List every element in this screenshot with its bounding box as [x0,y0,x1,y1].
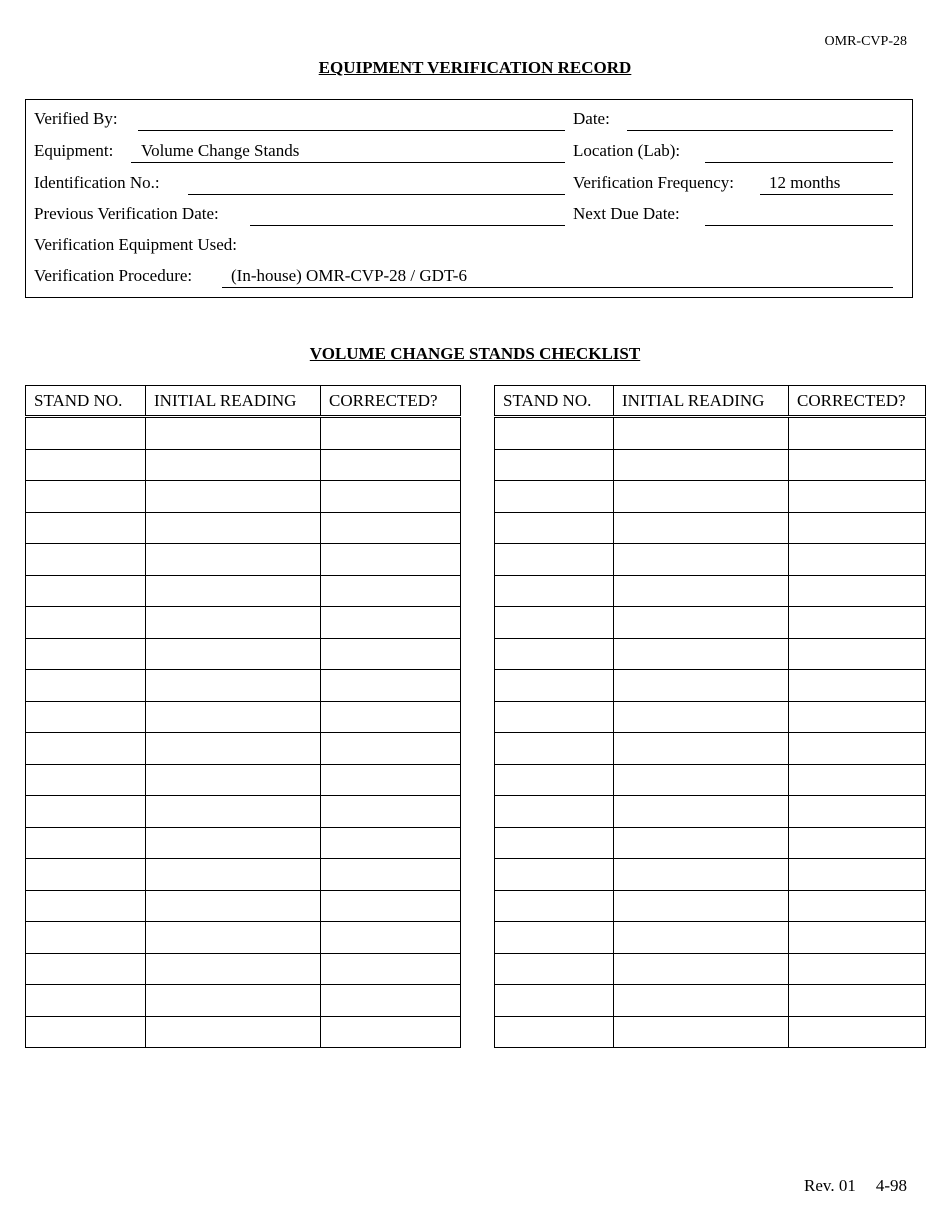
corrected-cell[interactable] [789,512,926,544]
corrected-cell[interactable] [321,607,461,639]
initial-reading-cell[interactable] [146,575,321,607]
corrected-cell[interactable] [321,670,461,702]
corrected-cell[interactable] [789,1016,926,1048]
table-row [26,449,461,481]
verification-frequency-field[interactable] [760,193,893,195]
table-row [26,985,461,1017]
initial-reading-cell[interactable] [614,953,789,985]
table-row [495,764,926,796]
stand-no-cell[interactable] [495,1016,614,1048]
stand-no-cell[interactable] [26,1016,146,1048]
initial-reading-cell[interactable] [614,922,789,954]
table-row [26,544,461,576]
stand-no-cell[interactable] [495,449,614,481]
initial-reading-cell[interactable] [614,733,789,765]
corrected-cell[interactable] [789,827,926,859]
corrected-cell[interactable] [789,607,926,639]
stand-no-cell[interactable] [26,701,146,733]
initial-reading-cell[interactable] [614,890,789,922]
column-header-initial-reading: INITIAL READING [146,386,321,417]
stand-no-cell[interactable] [495,512,614,544]
stand-no-cell[interactable] [495,575,614,607]
table-row [495,859,926,891]
table-row [495,953,926,985]
stand-no-cell[interactable] [26,544,146,576]
record-info-box [25,99,913,298]
initial-reading-cell[interactable] [614,796,789,828]
corrected-cell[interactable] [789,859,926,891]
stand-no-cell[interactable] [26,607,146,639]
corrected-cell[interactable] [789,953,926,985]
date-label: Date: [573,109,610,128]
column-header-corrected: CORRECTED? [321,386,461,417]
stand-no-cell[interactable] [495,544,614,576]
identification-no-field[interactable] [188,193,565,195]
stand-no-cell[interactable] [26,764,146,796]
stand-no-cell[interactable] [26,985,146,1017]
corrected-cell[interactable] [789,670,926,702]
equipment-value: Volume Change Stands [141,141,300,160]
revision-label: Rev. 01 [804,1176,856,1195]
stand-no-cell[interactable] [495,481,614,513]
stand-no-cell[interactable] [495,701,614,733]
corrected-cell[interactable] [321,449,461,481]
initial-reading-cell[interactable] [614,859,789,891]
corrected-cell[interactable] [321,701,461,733]
initial-reading-cell[interactable] [146,764,321,796]
corrected-cell[interactable] [789,638,926,670]
initial-reading-cell[interactable] [146,638,321,670]
corrected-cell[interactable] [789,985,926,1017]
initial-reading-cell[interactable] [146,733,321,765]
table-row [26,796,461,828]
corrected-cell[interactable] [321,575,461,607]
stand-no-cell[interactable] [26,449,146,481]
table-row [26,859,461,891]
initial-reading-cell[interactable] [614,544,789,576]
initial-reading-cell[interactable] [146,859,321,891]
initial-reading-cell[interactable] [614,575,789,607]
corrected-cell[interactable] [789,733,926,765]
table-row [26,701,461,733]
corrected-cell[interactable] [321,481,461,513]
table-row [26,575,461,607]
corrected-cell[interactable] [321,733,461,765]
initial-reading-cell[interactable] [614,417,789,450]
table-row [26,1016,461,1048]
stand-no-cell[interactable] [26,481,146,513]
initial-reading-cell[interactable] [146,544,321,576]
table-row [495,922,926,954]
table-row [26,733,461,765]
initial-reading-cell[interactable] [614,701,789,733]
checklist-title: VOLUME CHANGE STANDS CHECKLIST [309,344,641,363]
stand-no-cell[interactable] [495,638,614,670]
initial-reading-cell[interactable] [146,796,321,828]
corrected-cell[interactable] [789,481,926,513]
initial-reading-cell[interactable] [146,890,321,922]
initial-reading-cell[interactable] [146,481,321,513]
table-row [26,922,461,954]
corrected-cell[interactable] [321,859,461,891]
verified-by-field[interactable] [138,129,565,131]
table-row [495,890,926,922]
table-row [495,985,926,1017]
checklist-table-left [25,385,461,1048]
stand-no-cell[interactable] [26,922,146,954]
location-field[interactable] [705,161,893,163]
stand-no-cell[interactable] [495,796,614,828]
stand-no-cell[interactable] [26,575,146,607]
corrected-cell[interactable] [789,449,926,481]
corrected-cell[interactable] [789,922,926,954]
verification-procedure-field[interactable] [222,286,893,288]
initial-reading-cell[interactable] [614,607,789,639]
table-row [26,953,461,985]
stand-no-cell[interactable] [26,670,146,702]
initial-reading-cell[interactable] [614,449,789,481]
table-row [495,701,926,733]
table-row [495,827,926,859]
table-row [26,607,461,639]
stand-no-cell[interactable] [26,796,146,828]
stand-no-cell[interactable] [26,417,146,450]
initial-reading-cell[interactable] [146,922,321,954]
column-header-stand-no: STAND NO. [495,386,614,417]
table-row [495,544,926,576]
table-row [495,1016,926,1048]
stand-no-cell[interactable] [495,985,614,1017]
initial-reading-cell[interactable] [146,985,321,1017]
stand-no-cell[interactable] [495,922,614,954]
initial-reading-cell[interactable] [614,1016,789,1048]
checklist-header-row [26,386,461,417]
corrected-cell[interactable] [789,417,926,450]
verification-procedure-label: Verification Procedure: [34,266,193,285]
checklist-table-right [494,385,926,1048]
stand-no-cell[interactable] [26,890,146,922]
column-header-stand-no: STAND NO. [26,386,146,417]
initial-reading-cell[interactable] [146,449,321,481]
table-row [495,512,926,544]
stand-no-cell[interactable] [26,953,146,985]
initial-reading-cell[interactable] [614,670,789,702]
initial-reading-cell[interactable] [614,827,789,859]
table-row [495,638,926,670]
table-row [26,417,461,450]
location-label: Location (Lab): [573,141,681,160]
verified-by-label: Verified By: [34,109,118,128]
stand-no-cell[interactable] [495,890,614,922]
stand-no-cell[interactable] [495,607,614,639]
corrected-cell[interactable] [321,922,461,954]
revision-date: 4-98 [875,1176,907,1195]
corrected-cell[interactable] [789,764,926,796]
corrected-cell[interactable] [789,544,926,576]
table-row [495,796,926,828]
equipment-field[interactable] [131,161,565,163]
corrected-cell[interactable] [321,796,461,828]
initial-reading-cell[interactable] [146,827,321,859]
verification-equipment-used-label: Verification Equipment Used: [34,235,238,254]
table-row [495,417,926,450]
table-row [495,449,926,481]
stand-no-cell[interactable] [495,827,614,859]
table-row [495,607,926,639]
verification-procedure-value: (In-house) OMR-CVP-28 / GDT-6 [231,266,467,285]
next-due-date-field[interactable] [705,224,893,226]
form-code: OMR-CVP-28 [824,34,907,49]
initial-reading-cell[interactable] [614,512,789,544]
stand-no-cell[interactable] [495,733,614,765]
stand-no-cell[interactable] [495,670,614,702]
initial-reading-cell[interactable] [146,417,321,450]
corrected-cell[interactable] [321,985,461,1017]
corrected-cell[interactable] [321,638,461,670]
table-row [26,890,461,922]
stand-no-cell[interactable] [26,859,146,891]
corrected-cell[interactable] [321,1016,461,1048]
corrected-cell[interactable] [321,417,461,450]
stand-no-cell[interactable] [495,764,614,796]
corrected-cell[interactable] [321,764,461,796]
equipment-label: Equipment: [34,141,114,160]
table-row [495,575,926,607]
initial-reading-cell[interactable] [614,638,789,670]
corrected-cell[interactable] [321,512,461,544]
stand-no-cell[interactable] [495,953,614,985]
checklist-header-row [495,386,926,417]
previous-verification-date-label: Previous Verification Date: [34,204,219,223]
stand-no-cell[interactable] [26,827,146,859]
stand-no-cell[interactable] [495,417,614,450]
previous-verification-date-field[interactable] [250,224,565,226]
initial-reading-cell[interactable] [614,481,789,513]
initial-reading-cell[interactable] [614,764,789,796]
initial-reading-cell[interactable] [146,607,321,639]
column-header-corrected: CORRECTED? [789,386,926,417]
column-header-initial-reading: INITIAL READING [614,386,789,417]
corrected-cell[interactable] [321,544,461,576]
corrected-cell[interactable] [789,796,926,828]
corrected-cell[interactable] [321,827,461,859]
verification-frequency-value: 12 months [769,173,841,192]
date-field[interactable] [627,129,893,131]
initial-reading-cell[interactable] [146,953,321,985]
corrected-cell[interactable] [789,575,926,607]
table-row [26,638,461,670]
stand-no-cell[interactable] [26,638,146,670]
stand-no-cell[interactable] [26,733,146,765]
table-row [26,764,461,796]
corrected-cell[interactable] [789,890,926,922]
stand-no-cell[interactable] [495,859,614,891]
corrected-cell[interactable] [321,890,461,922]
table-row [495,481,926,513]
footer-revision [804,1176,907,1196]
table-row [26,827,461,859]
initial-reading-cell[interactable] [614,985,789,1017]
corrected-cell[interactable] [321,953,461,985]
table-row [495,733,926,765]
table-row [26,670,461,702]
corrected-cell[interactable] [789,701,926,733]
initial-reading-cell[interactable] [146,512,321,544]
stand-no-cell[interactable] [26,512,146,544]
page-title: EQUIPMENT VERIFICATION RECORD [318,58,632,77]
initial-reading-cell[interactable] [146,670,321,702]
initial-reading-cell[interactable] [146,701,321,733]
verification-frequency-label: Verification Frequency: [573,173,734,192]
table-row [26,481,461,513]
table-row [495,670,926,702]
identification-no-label: Identification No.: [34,173,160,192]
next-due-date-label: Next Due Date: [573,204,680,223]
initial-reading-cell[interactable] [146,1016,321,1048]
table-row [26,512,461,544]
